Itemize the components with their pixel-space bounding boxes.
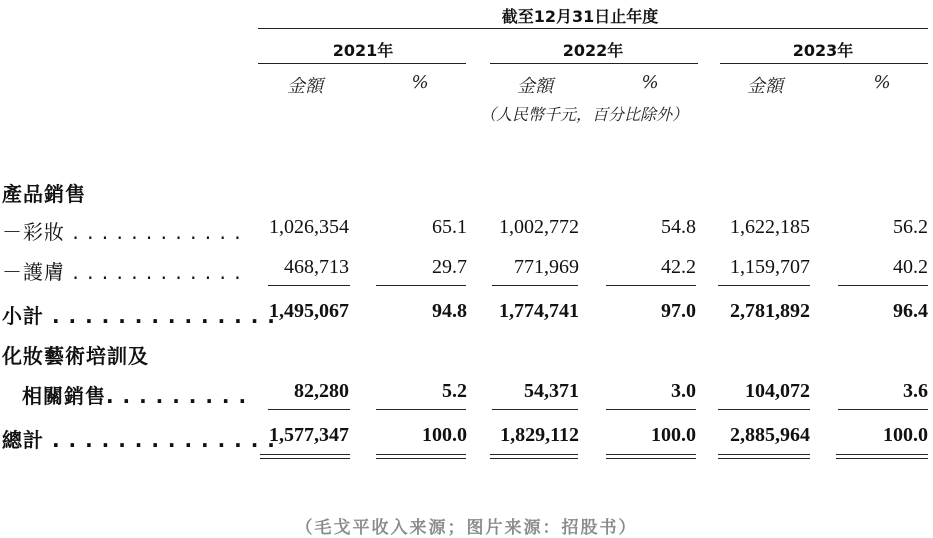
pct-header-2021: %: [411, 72, 429, 93]
row-label-product-sales: 產品銷售: [2, 182, 86, 206]
underline: [838, 409, 928, 410]
row-label-subtotal: 小計 . . . . . . . . . . . . . .: [2, 304, 276, 328]
row-label-total: 總計 . . . . . . . . . . . . . .: [2, 428, 276, 452]
double-underline: [606, 454, 696, 459]
pct-header-2022: %: [641, 72, 659, 93]
cell-skincare-2023-amount: 1,159,707: [730, 256, 810, 278]
cell-total-2023-pct: 100.0: [883, 424, 928, 446]
underline: [838, 285, 928, 286]
double-underline: [260, 454, 350, 459]
pct-header-2023: %: [873, 72, 891, 93]
cell-total-2021-amount: 1,577,347: [269, 424, 349, 446]
cell-total-2022-pct: 100.0: [651, 424, 696, 446]
row-label-training: 相關銷售. . . . . . . . .: [22, 384, 248, 408]
cell-subtotal-2022-amount: 1,774,741: [499, 300, 579, 322]
cell-training-2023-pct: 3.6: [903, 380, 928, 402]
underline: [376, 285, 466, 286]
amount-header-2021: 金額: [287, 76, 323, 97]
row-label-skincare: －護膚 . . . . . . . . . . . .: [2, 260, 242, 284]
cell-training-2023-amount: 104,072: [745, 380, 810, 402]
cell-makeup-2022-amount: 1,002,772: [499, 216, 579, 238]
row-label-makeup: －彩妝 . . . . . . . . . . . .: [2, 220, 242, 244]
double-underline: [718, 454, 810, 459]
cell-total-2023-amount: 2,885,964: [730, 424, 810, 446]
source-caption: （毛戈平收入来源；图片来源：招股书）: [295, 518, 638, 538]
year-2021-header: 2021年: [332, 41, 394, 60]
cell-makeup-2022-pct: 54.8: [661, 216, 696, 238]
cell-subtotal-2023-amount: 2,781,892: [730, 300, 810, 322]
underline: [606, 285, 696, 286]
year-2022-rule: [490, 63, 698, 64]
underline: [268, 285, 350, 286]
year-2023-header: 2023年: [792, 41, 854, 60]
cell-makeup-2021-amount: 1,026,354: [269, 216, 349, 238]
underline: [376, 409, 466, 410]
cell-training-2022-amount: 54,371: [524, 380, 579, 402]
cell-skincare-2021-amount: 468,713: [284, 256, 349, 278]
year-2021-rule: [258, 63, 466, 64]
cell-skincare-2022-pct: 42.2: [661, 256, 696, 278]
cell-skincare-2023-pct: 40.2: [893, 256, 928, 278]
header-rule: [258, 28, 928, 29]
cell-subtotal-2021-pct: 94.8: [432, 300, 467, 322]
double-underline: [836, 454, 928, 459]
underline: [268, 409, 350, 410]
period-header: 截至12月31日止年度: [501, 7, 659, 26]
double-underline: [376, 454, 466, 459]
cell-total-2022-amount: 1,829,112: [500, 424, 579, 446]
cell-makeup-2023-pct: 56.2: [893, 216, 928, 238]
cell-makeup-2021-pct: 65.1: [432, 216, 467, 238]
cell-total-2021-pct: 100.0: [422, 424, 467, 446]
double-underline: [490, 454, 578, 459]
cell-makeup-2023-amount: 1,622,185: [730, 216, 810, 238]
cell-training-2021-amount: 82,280: [294, 380, 349, 402]
underline: [718, 285, 810, 286]
cell-training-2021-pct: 5.2: [442, 380, 467, 402]
underline: [606, 409, 696, 410]
cell-skincare-2021-pct: 29.7: [432, 256, 467, 278]
row-label-training-line1: 化妝藝術培訓及: [2, 344, 149, 368]
cell-training-2022-pct: 3.0: [671, 380, 696, 402]
underline: [492, 409, 578, 410]
unit-note: （人民幣千元，百分比除外）: [480, 105, 689, 124]
cell-skincare-2022-amount: 771,969: [514, 256, 579, 278]
amount-header-2023: 金額: [747, 76, 783, 97]
amount-header-2022: 金額: [517, 76, 553, 97]
year-2022-header: 2022年: [562, 41, 624, 60]
cell-subtotal-2021-amount: 1,495,067: [269, 300, 349, 322]
cell-subtotal-2023-pct: 96.4: [893, 300, 928, 322]
cell-subtotal-2022-pct: 97.0: [661, 300, 696, 322]
underline: [718, 409, 810, 410]
underline: [492, 285, 578, 286]
year-2023-rule: [720, 63, 928, 64]
